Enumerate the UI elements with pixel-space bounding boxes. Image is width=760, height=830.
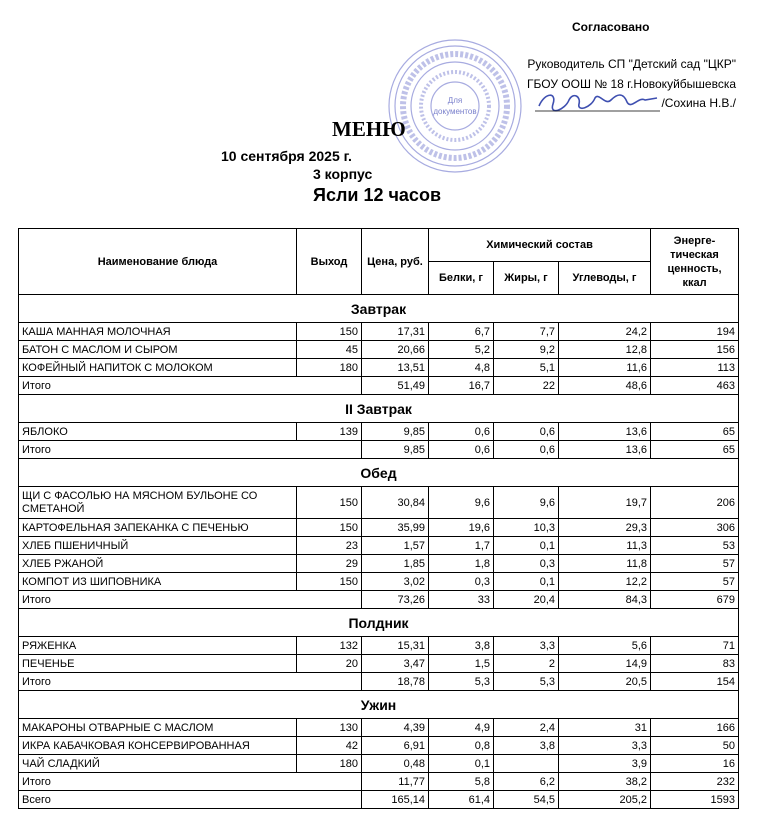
dish-carbs: 31	[559, 719, 651, 737]
dish-price: 6,91	[362, 737, 429, 755]
grand-total-carbs: 205,2	[559, 791, 651, 809]
total-label: Итого	[19, 441, 362, 459]
svg-text:документов: документов	[433, 107, 477, 116]
section-row	[19, 459, 739, 487]
total-carbs: 84,3	[559, 591, 651, 609]
dish-price: 1,57	[362, 537, 429, 555]
total-energy: 679	[651, 591, 739, 609]
dish-carbs: 11,6	[559, 359, 651, 377]
dish-price: 1,85	[362, 555, 429, 573]
dish-output: 130	[297, 719, 362, 737]
dish-name: ИКРА КАБАЧКОВАЯ КОНСЕРВИРОВАННАЯ	[19, 737, 297, 755]
dish-name: КОМПОТ ИЗ ШИПОВНИКА	[19, 573, 297, 591]
dish-energy: 50	[651, 737, 739, 755]
approved-label: Согласовано	[572, 20, 650, 34]
dish-name: КАРТОФЕЛЬНАЯ ЗАПЕКАНКА С ПЕЧЕНЬЮ	[19, 519, 297, 537]
dish-price: 4,39	[362, 719, 429, 737]
dish-energy: 53	[651, 537, 739, 555]
dish-energy: 206	[651, 487, 739, 519]
dish-price: 3,02	[362, 573, 429, 591]
section-title: Обед	[19, 459, 739, 487]
dish-name: КОФЕЙНЫЙ НАПИТОК С МОЛОКОМ	[19, 359, 297, 377]
menu-date: 10 сентября 2025 г.	[221, 148, 352, 164]
signer-position: Руководитель СП "Детский сад "ЦКР"	[527, 57, 736, 71]
dish-output: 150	[297, 573, 362, 591]
dish-protein: 9,6	[429, 487, 494, 519]
grand-total-fat: 54,5	[494, 791, 559, 809]
dish-name: ЧАЙ СЛАДКИЙ	[19, 755, 297, 773]
table-row	[19, 537, 739, 555]
table-row	[19, 487, 739, 519]
dish-output: 139	[297, 423, 362, 441]
dish-carbs: 5,6	[559, 637, 651, 655]
dish-fat	[494, 755, 559, 773]
dish-fat: 0,6	[494, 423, 559, 441]
total-fat: 5,3	[494, 673, 559, 691]
col-header-price: Цена, руб.	[362, 229, 429, 295]
col-header-fat: Жиры, г	[494, 262, 559, 295]
round-stamp	[385, 36, 525, 176]
dish-fat: 3,3	[494, 637, 559, 655]
total-energy: 65	[651, 441, 739, 459]
total-label: Итого	[19, 773, 362, 791]
total-fat: 22	[494, 377, 559, 395]
col-header-protein: Белки, г	[429, 262, 494, 295]
dish-carbs: 14,9	[559, 655, 651, 673]
dish-carbs: 12,8	[559, 341, 651, 359]
dish-fat: 7,7	[494, 323, 559, 341]
section-title: Полдник	[19, 609, 739, 637]
table-row	[19, 755, 739, 773]
dish-protein: 0,1	[429, 755, 494, 773]
dish-energy: 306	[651, 519, 739, 537]
table-row	[19, 359, 739, 377]
dish-name: БАТОН С МАСЛОМ И СЫРОМ	[19, 341, 297, 359]
total-protein: 33	[429, 591, 494, 609]
dish-name: ЯБЛОКО	[19, 423, 297, 441]
table-row	[19, 573, 739, 591]
dish-protein: 0,8	[429, 737, 494, 755]
building-label: 3 корпус	[313, 166, 373, 182]
dish-output: 132	[297, 637, 362, 655]
section-row	[19, 609, 739, 637]
dish-name: РЯЖЕНКА	[19, 637, 297, 655]
dish-energy: 57	[651, 573, 739, 591]
dish-price: 15,31	[362, 637, 429, 655]
dish-output: 180	[297, 359, 362, 377]
signer-organization: ГБОУ ООШ № 18 г.Новокуйбышевска	[527, 77, 736, 91]
dish-protein: 1,8	[429, 555, 494, 573]
dish-energy: 16	[651, 755, 739, 773]
col-header-energy: Энерге-тическая ценность, ккал	[651, 229, 739, 295]
dish-output: 42	[297, 737, 362, 755]
dish-name: ХЛЕБ ПШЕНИЧНЫЙ	[19, 537, 297, 555]
dish-energy: 83	[651, 655, 739, 673]
grand-total-protein: 61,4	[429, 791, 494, 809]
total-energy: 463	[651, 377, 739, 395]
dish-protein: 1,5	[429, 655, 494, 673]
dish-price: 0,48	[362, 755, 429, 773]
page-title: МЕНЮ	[332, 117, 406, 141]
dish-price: 3,47	[362, 655, 429, 673]
total-protein: 5,8	[429, 773, 494, 791]
dish-protein: 6,7	[429, 323, 494, 341]
dish-energy: 65	[651, 423, 739, 441]
total-price: 18,78	[362, 673, 429, 691]
total-price: 51,49	[362, 377, 429, 395]
dish-carbs: 3,3	[559, 737, 651, 755]
total-price: 73,26	[362, 591, 429, 609]
dish-protein: 3,8	[429, 637, 494, 655]
dish-output: 23	[297, 537, 362, 555]
total-protein: 5,3	[429, 673, 494, 691]
table-row	[19, 323, 739, 341]
dish-price: 35,99	[362, 519, 429, 537]
total-row	[19, 441, 739, 459]
total-energy: 232	[651, 773, 739, 791]
dish-fat: 5,1	[494, 359, 559, 377]
dish-fat: 0,1	[494, 573, 559, 591]
dish-protein: 4,9	[429, 719, 494, 737]
dish-protein: 1,7	[429, 537, 494, 555]
dish-carbs: 13,6	[559, 423, 651, 441]
table-row	[19, 655, 739, 673]
total-fat: 6,2	[494, 773, 559, 791]
dish-energy: 194	[651, 323, 739, 341]
dish-carbs: 3,9	[559, 755, 651, 773]
total-row	[19, 673, 739, 691]
section-row	[19, 295, 739, 323]
dish-price: 20,66	[362, 341, 429, 359]
dish-energy: 113	[651, 359, 739, 377]
dish-carbs: 29,3	[559, 519, 651, 537]
col-header-name: Наименование блюда	[19, 229, 297, 295]
menu-table-body	[19, 295, 739, 809]
table-row	[19, 637, 739, 655]
dish-protein: 4,8	[429, 359, 494, 377]
total-price: 11,77	[362, 773, 429, 791]
group-label: Ясли 12 часов	[313, 185, 442, 205]
svg-text:Для: Для	[447, 96, 463, 105]
dish-carbs: 11,3	[559, 537, 651, 555]
table-row	[19, 737, 739, 755]
section-title: II Завтрак	[19, 395, 739, 423]
total-price: 9,85	[362, 441, 429, 459]
dish-carbs: 24,2	[559, 323, 651, 341]
signer-name: /Сохина Н.В./	[661, 96, 736, 110]
dish-fat: 0,3	[494, 555, 559, 573]
total-row	[19, 773, 739, 791]
dish-energy: 71	[651, 637, 739, 655]
col-header-output: Выход	[297, 229, 362, 295]
dish-energy: 57	[651, 555, 739, 573]
dish-protein: 5,2	[429, 341, 494, 359]
dish-carbs: 11,8	[559, 555, 651, 573]
total-energy: 154	[651, 673, 739, 691]
dish-output: 45	[297, 341, 362, 359]
dish-price: 17,31	[362, 323, 429, 341]
dish-energy: 156	[651, 341, 739, 359]
dish-output: 150	[297, 487, 362, 519]
dish-carbs: 12,2	[559, 573, 651, 591]
table-row	[19, 341, 739, 359]
section-title: Ужин	[19, 691, 739, 719]
col-header-carbs: Углеводы, г	[559, 262, 651, 295]
total-carbs: 13,6	[559, 441, 651, 459]
dish-energy: 166	[651, 719, 739, 737]
dish-fat: 10,3	[494, 519, 559, 537]
dish-price: 30,84	[362, 487, 429, 519]
dish-output: 150	[297, 323, 362, 341]
section-title: Завтрак	[19, 295, 739, 323]
dish-output: 150	[297, 519, 362, 537]
dish-output: 29	[297, 555, 362, 573]
total-fat: 0,6	[494, 441, 559, 459]
dish-name: МАКАРОНЫ ОТВАРНЫЕ С МАСЛОМ	[19, 719, 297, 737]
dish-price: 9,85	[362, 423, 429, 441]
section-row	[19, 395, 739, 423]
dish-name: КАША МАННАЯ МОЛОЧНАЯ	[19, 323, 297, 341]
dish-fat: 0,1	[494, 537, 559, 555]
total-fat: 20,4	[494, 591, 559, 609]
grand-total-row	[19, 791, 739, 809]
total-carbs: 38,2	[559, 773, 651, 791]
dish-protein: 0,6	[429, 423, 494, 441]
total-protein: 0,6	[429, 441, 494, 459]
dish-fat: 2	[494, 655, 559, 673]
total-protein: 16,7	[429, 377, 494, 395]
dish-output: 20	[297, 655, 362, 673]
dish-name: ПЕЧЕНЬЕ	[19, 655, 297, 673]
dish-protein: 19,6	[429, 519, 494, 537]
grand-total-price: 165,14	[362, 791, 429, 809]
table-row	[19, 555, 739, 573]
section-row	[19, 691, 739, 719]
total-row	[19, 591, 739, 609]
table-row	[19, 423, 739, 441]
table-row	[19, 519, 739, 537]
grand-total-energy: 1593	[651, 791, 739, 809]
dish-fat: 3,8	[494, 737, 559, 755]
total-row	[19, 377, 739, 395]
dish-protein: 0,3	[429, 573, 494, 591]
total-carbs: 48,6	[559, 377, 651, 395]
dish-price: 13,51	[362, 359, 429, 377]
col-header-chem: Химический состав	[429, 229, 651, 262]
dish-fat: 9,6	[494, 487, 559, 519]
total-label: Итого	[19, 591, 362, 609]
menu-table	[18, 228, 739, 809]
dish-name: ХЛЕБ РЖАНОЙ	[19, 555, 297, 573]
dish-carbs: 19,7	[559, 487, 651, 519]
dish-fat: 9,2	[494, 341, 559, 359]
dish-fat: 2,4	[494, 719, 559, 737]
dish-output: 180	[297, 755, 362, 773]
total-label: Итого	[19, 673, 362, 691]
total-label: Итого	[19, 377, 362, 395]
table-row	[19, 719, 739, 737]
dish-name: ЩИ С ФАСОЛЬЮ НА МЯСНОМ БУЛЬОНЕ СО СМЕТАНОЙ	[19, 487, 297, 519]
grand-total-label: Всего	[19, 791, 362, 809]
total-carbs: 20,5	[559, 673, 651, 691]
